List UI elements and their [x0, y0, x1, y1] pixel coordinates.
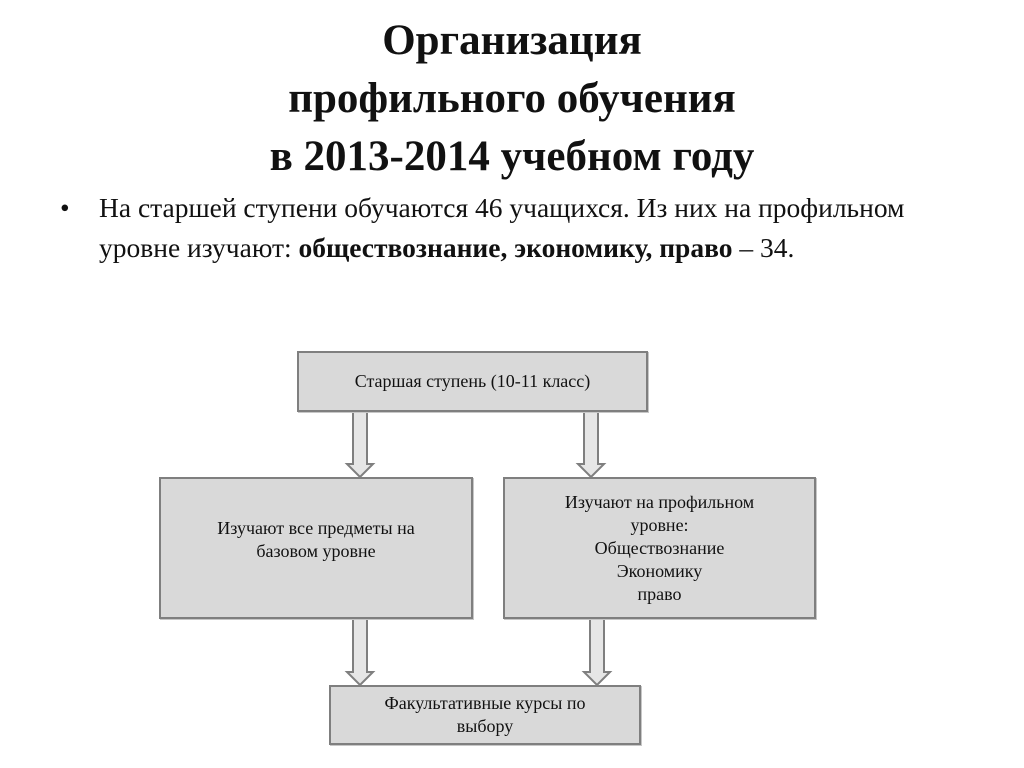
right-box-line: Обществознание	[594, 537, 725, 558]
top-box	[297, 351, 648, 412]
bullet-text-plain: На старшей ступени обучаются 46 учащихся. Из них на профильном уровне изучают:	[99, 192, 905, 263]
bottom-box-line: выбору	[456, 716, 514, 736]
arrow-left-to-bottom	[347, 619, 373, 685]
right-box-line: уровне:	[630, 514, 689, 535]
right-box-line: Изучают на профильном	[564, 491, 755, 512]
arrow-top-to-left	[347, 412, 373, 477]
top-box-text: Старшая ступень (10-11 класс)	[354, 371, 591, 391]
right-box	[503, 477, 816, 619]
right-box-line: Экономику	[616, 560, 703, 581]
bottom-box	[329, 685, 641, 745]
left-box-line: Изучают все предметы на	[217, 518, 415, 538]
arrow-top-to-right	[578, 412, 604, 477]
title-line-2: профильного обучения	[288, 75, 736, 122]
right-box-line: право	[637, 583, 682, 604]
bullet-text-bold: обществознание, экономику, право	[298, 232, 733, 263]
bullet-text-tail: – 34.	[732, 232, 795, 263]
arrow-right-to-bottom	[584, 619, 610, 685]
bottom-box-line: Факультативные курсы по	[384, 693, 586, 713]
left-box	[159, 477, 473, 619]
left-box-line: базовом уровне	[256, 541, 376, 561]
title-line-1: Организация	[382, 17, 642, 64]
title-line-3: в 2013-2014 учебном году	[269, 133, 755, 180]
bullet-marker: •	[60, 192, 70, 223]
